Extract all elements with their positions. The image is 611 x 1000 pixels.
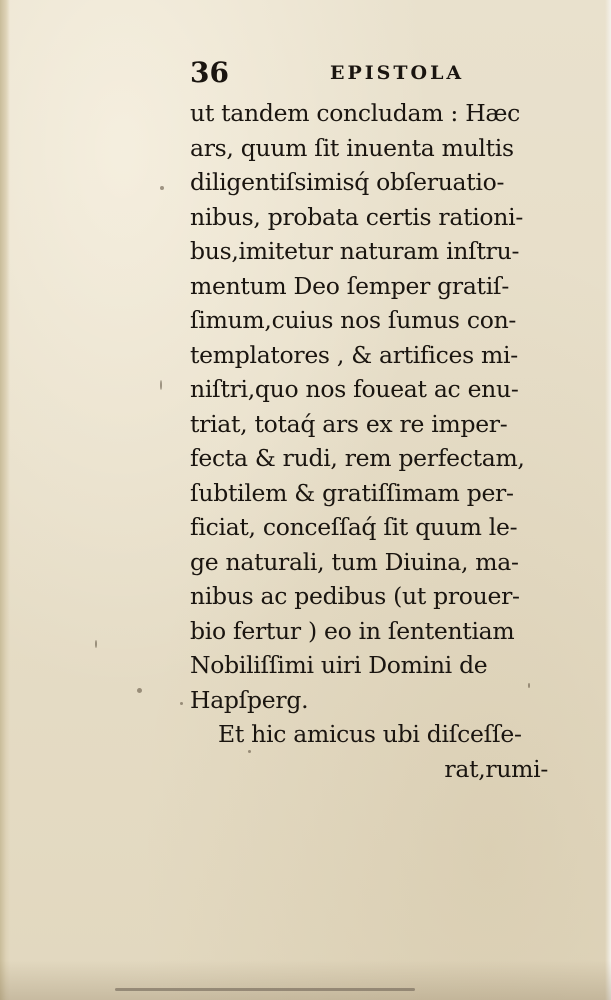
running-head: EPISTOLA bbox=[330, 62, 465, 84]
paper-speck bbox=[137, 688, 142, 693]
text-line: Hapſperg. bbox=[190, 685, 309, 714]
text-line: ge naturali, tum Diuina, ma- bbox=[190, 547, 519, 576]
text-line: fecta & rudi, rem perfectam, bbox=[190, 444, 525, 472]
text-line: nibus ac pedibus (ut prouer- bbox=[190, 582, 520, 610]
text-line: ars, quum ſit inuenta multis bbox=[190, 133, 514, 162]
catchword-line: rat,rumi- bbox=[444, 754, 548, 783]
text-line: nibus, probata certis rationi- bbox=[190, 202, 523, 231]
text-line: ſubtilem & gratiſſimam per- bbox=[190, 478, 514, 507]
page-gutter-shadow bbox=[0, 0, 10, 1000]
text-line: mentum Deo ſemper gratiſ- bbox=[190, 271, 509, 300]
page-number: 36 bbox=[190, 56, 229, 89]
text-line: ſimum,cuius nos ſumus con- bbox=[190, 306, 517, 334]
page-bottom-shadow bbox=[0, 960, 611, 1000]
text-line: niſtri,quo nos foueat ac enu- bbox=[190, 375, 519, 403]
paper-speck bbox=[180, 702, 183, 705]
page-right-edge bbox=[605, 0, 611, 1000]
text-line: templatores , & artifices mi- bbox=[190, 340, 518, 369]
text-line: diligentiſsimisq́ obſeruatio- bbox=[190, 168, 505, 196]
paper-speck bbox=[160, 186, 164, 190]
text-line: ut tandem concludam : Hæc bbox=[190, 99, 521, 127]
paper-speck bbox=[95, 640, 97, 648]
page-header bbox=[190, 48, 560, 96]
text-line: triat, totaq́ ars ex re imper- bbox=[190, 409, 508, 438]
paper-speck bbox=[160, 380, 162, 390]
text-line: bio fertur ) eo in ſententiam bbox=[190, 616, 515, 645]
page-bottom-edge-line bbox=[115, 988, 415, 991]
text-line: ficiat, conceſſaq́ ſit quum le- bbox=[190, 513, 518, 541]
text-line: bus,imitetur naturam inſtru- bbox=[190, 237, 520, 265]
text-line: Nobiliſſimi uiri Domini de bbox=[190, 651, 488, 679]
text-line-indented: Et hic amicus ubi diſceſſe- bbox=[218, 720, 522, 748]
text-block bbox=[190, 48, 560, 786]
